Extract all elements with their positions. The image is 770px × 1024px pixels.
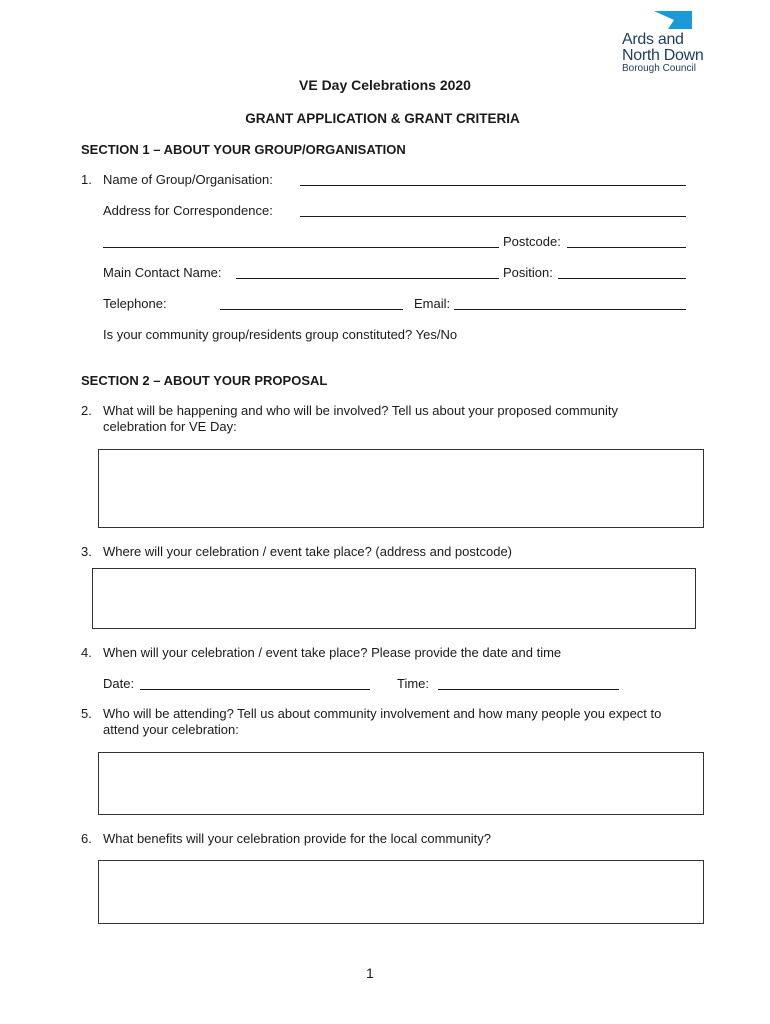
council-logo-flag-icon xyxy=(654,11,692,29)
time-field[interactable] xyxy=(438,677,619,690)
q3-number: 3. xyxy=(81,544,92,559)
document-title: VE Day Celebrations 2020 xyxy=(299,77,471,93)
q4-text: When will your celebration / event take place? Please provide the date and time xyxy=(103,645,562,660)
address-label: Address for Correspondence: xyxy=(103,203,273,218)
constituted-question: Is your community group/residents group constituted? Yes/No xyxy=(103,327,458,342)
logo-text-line1: Ards and xyxy=(622,31,684,48)
position-field[interactable] xyxy=(558,266,686,279)
q4-number: 4. xyxy=(81,645,92,660)
q3-answer-box[interactable] xyxy=(92,568,696,629)
time-label: Time: xyxy=(397,676,430,691)
document-subtitle: GRANT APPLICATION & GRANT CRITERIA xyxy=(245,111,520,126)
telephone-label: Telephone: xyxy=(103,296,167,311)
main-contact-label: Main Contact Name: xyxy=(103,265,222,280)
postcode-label: Postcode: xyxy=(503,234,561,249)
telephone-field[interactable] xyxy=(220,297,403,310)
logo-text-line3: Borough Council xyxy=(622,63,696,74)
q5-answer-box[interactable] xyxy=(98,752,704,815)
group-name-label: Name of Group/Organisation: xyxy=(103,172,273,187)
date-field[interactable] xyxy=(140,677,370,690)
q6-answer-box[interactable] xyxy=(98,860,704,924)
section1-heading: SECTION 1 – ABOUT YOUR GROUP/ORGANISATION xyxy=(81,142,406,157)
q2-answer-box[interactable] xyxy=(98,449,704,528)
address-field-line1[interactable] xyxy=(300,204,686,217)
q1-number: 1. xyxy=(81,172,92,187)
date-label: Date: xyxy=(103,676,135,691)
section2-heading: SECTION 2 – ABOUT YOUR PROPOSAL xyxy=(81,373,328,388)
postcode-field[interactable] xyxy=(567,235,686,248)
q2-number: 2. xyxy=(81,403,92,418)
group-name-field[interactable] xyxy=(300,173,686,186)
position-label: Position: xyxy=(503,265,553,280)
email-label: Email: xyxy=(414,296,451,311)
main-contact-field[interactable] xyxy=(236,266,499,279)
q5-text: Who will be attending? Tell us about community involvement and how many people you expect to attend your celebration: xyxy=(103,706,662,737)
q6-text: What benefits will your celebration provide for the local community? xyxy=(103,831,492,846)
q5-number: 5. xyxy=(81,706,92,721)
address-field-line2[interactable] xyxy=(103,235,499,248)
email-field[interactable] xyxy=(454,297,686,310)
q6-number: 6. xyxy=(81,831,92,846)
logo-text-line2: North Down xyxy=(622,47,704,64)
q3-text: Where will your celebration / event take place? (address and postcode) xyxy=(103,544,512,559)
page-number: 1 xyxy=(366,965,374,981)
q2-text: What will be happening and who will be involved? Tell us about your proposed community celebration for VE Day: xyxy=(103,403,619,434)
